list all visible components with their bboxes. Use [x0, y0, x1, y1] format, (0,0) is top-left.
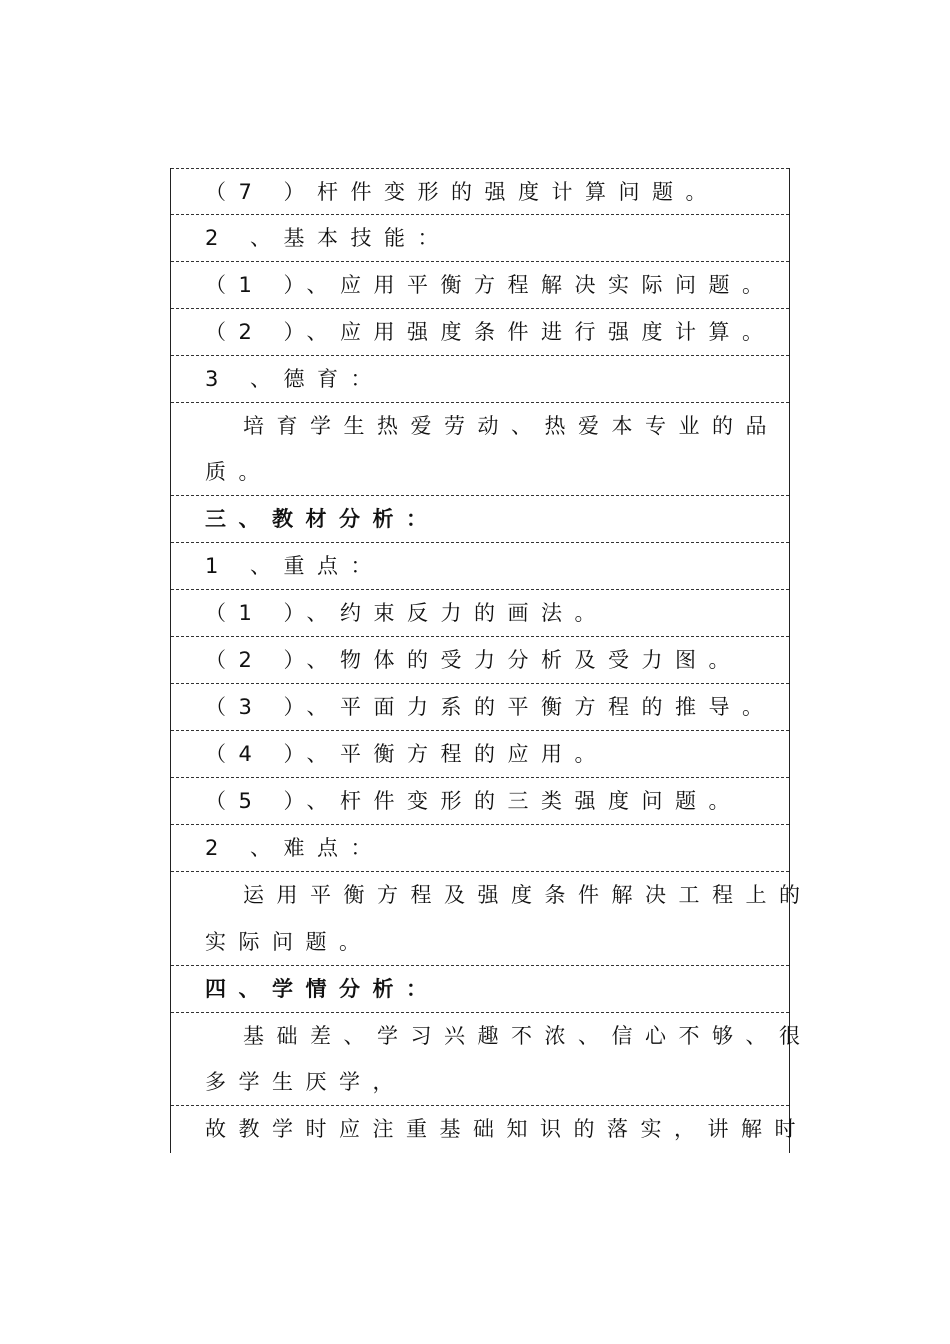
table-row: [171, 684, 789, 731]
table-row: [171, 637, 789, 684]
table-row: [171, 403, 789, 496]
table-row: [171, 966, 789, 1013]
row-text: 2 、难点：: [205, 836, 385, 860]
section-heading: 四、学情分析：: [205, 977, 440, 1001]
row-text: 故教学时应注重基础知识的落实，讲解时: [205, 1117, 808, 1141]
row-text: 运用平衡方程及强度条件解决工程上的: [243, 883, 813, 907]
table-row: [171, 1013, 813, 1106]
table-row: [171, 168, 789, 215]
row-text: 多学生厌学，: [205, 1070, 406, 1094]
table-row: [171, 309, 789, 356]
table-row: [171, 262, 789, 309]
table-row: [171, 872, 813, 966]
row-text: 基础差、学习兴趣不浓、信心不够、很: [243, 1024, 813, 1048]
row-text: 2 、基本技能：: [205, 226, 452, 250]
section-heading: 三、教材分析：: [205, 507, 440, 531]
table-row: [171, 778, 789, 825]
table-row: [171, 356, 789, 403]
table-row: [171, 215, 789, 262]
row-text: （4 ）、平衡方程的应用。: [205, 742, 609, 766]
row-text: （2 ）、物体的受力分析及受力图。: [205, 648, 743, 672]
row-text: （7 ）杆件变形的强度计算问题。: [205, 180, 720, 204]
row-text: （5 ）、杆件变形的三类强度问题。: [205, 789, 743, 813]
row-text: （3 ）、平面力系的平衡方程的推导。: [205, 695, 776, 719]
table-row: [171, 543, 789, 590]
row-text: 1 、重点：: [205, 554, 385, 578]
table-row: [171, 590, 789, 637]
table-row: [171, 731, 789, 778]
row-text: （1 ）、约束反力的画法。: [205, 601, 609, 625]
row-text: 质。: [205, 460, 272, 484]
document-table: [170, 168, 813, 1153]
row-text: 3 、德育：: [205, 367, 385, 391]
row-text: 培育学生热爱劳动、热爱本专业的品: [243, 414, 779, 438]
table-row: [171, 1106, 808, 1153]
row-text: （2 ）、应用强度条件进行强度计算。: [205, 320, 776, 344]
table-row: [171, 496, 789, 543]
row-text: （1 ）、应用平衡方程解决实际问题。: [205, 273, 776, 297]
row-text: 实际问题。: [205, 930, 373, 954]
table-row: [171, 825, 789, 872]
